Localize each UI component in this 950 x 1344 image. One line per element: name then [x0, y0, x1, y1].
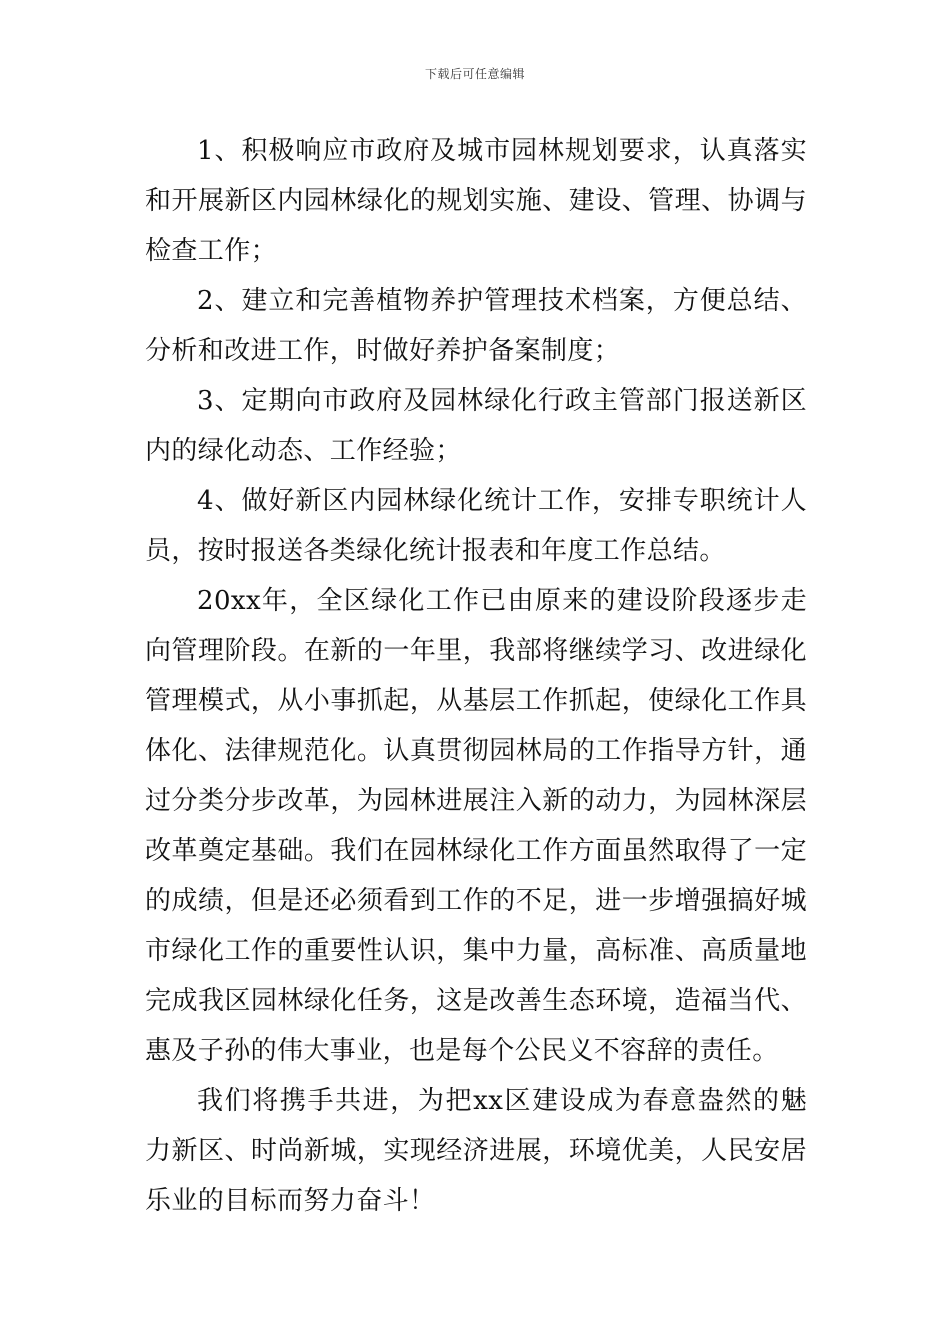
paragraph-item-2: 2、建立和完善植物养护管理技术档案，方便总结、分析和改进工作，时做好养护备案制度；: [145, 286, 807, 366]
paragraph-item-3: 3、定期向市政府及园林绿化行政主管部门报送新区内的绿化动态、工作经验；: [145, 386, 807, 466]
header-note: 下载后可任意编辑: [424, 67, 525, 81]
paragraph-item-4: 4、做好新区内园林绿化统计工作，安排专职统计人员，按时报送各类绿化统计报表和年度工作总结。: [145, 486, 807, 566]
paragraph-item-1: 1、积极响应市政府及城市园林规划要求，认真落实和开展新区内园林绿化的规划实施、建设、管理、协调与检查工作；: [145, 136, 807, 266]
paragraph-summary: 20xx年，全区绿化工作已由原来的建设阶段逐步走向管理阶段。在新的一年里，我部将继续学习、改进绿化管理模式，从小事抓起，从基层工作抓起，使绿化工作具体化、法律规范化。认真贯彻园林局的工作指导方针，通过分类分步改革，为园林进展注入新的动力，为园林深层改革奠定基础。我们在园林绿化工作方面虽然取得了一定的成绩，但是还必须看到工作的不足，进一步增强搞好城市绿化工作的重要性认识，集中力量，高标准、高质量地完成我区园林绿化任务，这是改善生态环境，造福当代、惠及子孙的伟大事业，也是每个公民义不容辞的责任。: [145, 586, 807, 1066]
paragraph-closing: 我们将携手共进，为把xx区建设成为春意盎然的魅力新区、时尚新城，实现经济进展，环境优美，人民安居乐业的目标而努力奋斗！: [145, 1086, 807, 1216]
document-body: [145, 126, 807, 1226]
